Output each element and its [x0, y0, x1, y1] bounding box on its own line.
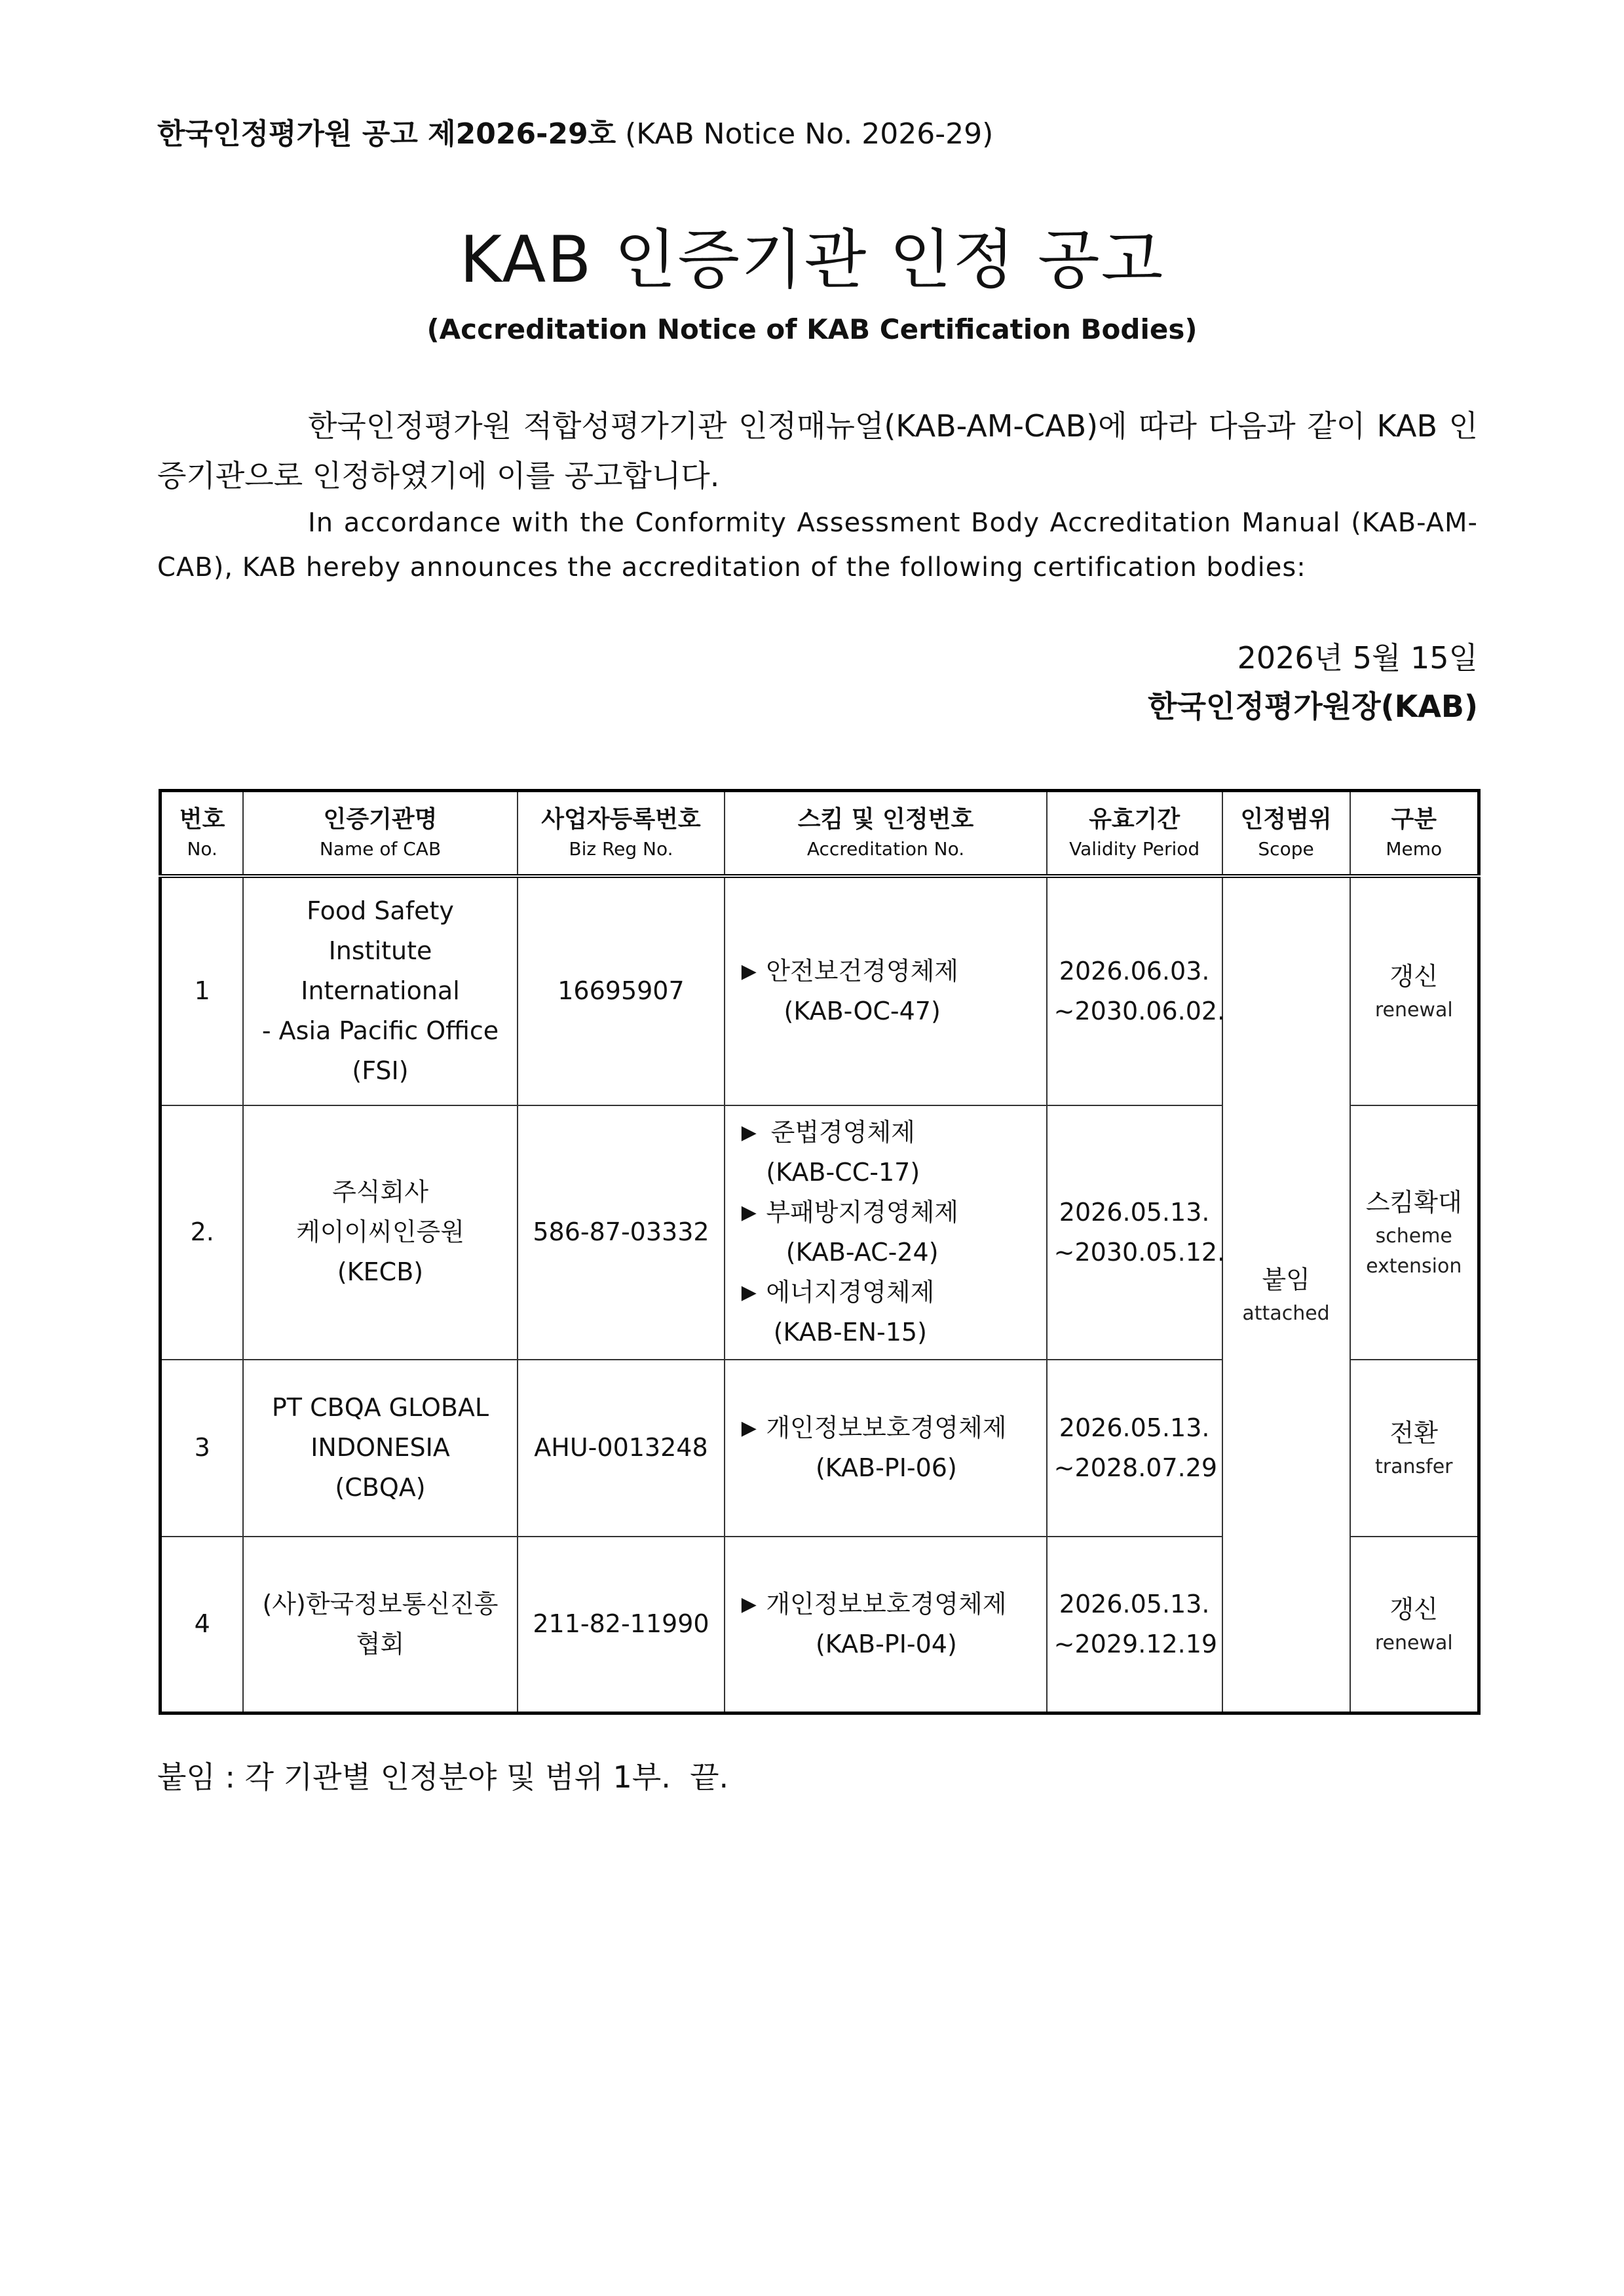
cab-name: Food Safety Institute International - Asia Pacific Office (FSI)	[243, 876, 517, 1105]
accreditation-list	[725, 876, 1046, 1105]
accreditation-item: ▶ 개인정보보호경영체제 (KAB-PI-04)	[732, 1584, 1039, 1664]
accreditation-list	[725, 1105, 1046, 1360]
notice-number-ko: 한국인정평가원 공고 제2026-29호	[157, 117, 616, 151]
page-title: KAB 인증기관 인정 공고	[459, 223, 1165, 297]
header-no: 번호 No.	[161, 791, 244, 876]
attachment-note	[157, 1753, 728, 1797]
table-row	[161, 876, 1479, 1105]
accreditation-list	[725, 1360, 1046, 1537]
cab-name: 주식회사 케이이씨인증원 (KECB)	[243, 1105, 517, 1360]
validity-period: 2026.05.13. ~2028.07.29	[1047, 1360, 1222, 1537]
scope-cell: 붙임 attached	[1222, 876, 1350, 1713]
header-accreditation: 스킴 및 인정번호 Accreditation No.	[725, 791, 1046, 876]
accreditation-item: ▶ 에너지경영체제 (KAB-EN-15)	[732, 1272, 1039, 1352]
triangle-bullet-icon: ▶	[741, 1120, 757, 1144]
header-memo: 구분 Memo	[1350, 791, 1479, 876]
header-biz-reg: 사업자등록번호 Biz Reg No.	[518, 791, 725, 876]
validity-period: 2026.05.13. ~2030.05.12.	[1047, 1105, 1222, 1360]
row-number: 1	[161, 876, 244, 1105]
accreditation-item: ▶ 준법경영체제 (KAB-CC-17)	[732, 1113, 1039, 1193]
biz-reg-number: 16695907	[518, 876, 725, 1105]
accreditation-item: ▶ 부패방지경영체제 (KAB-AC-24)	[732, 1193, 1039, 1272]
triangle-bullet-icon: ▶	[741, 1416, 757, 1440]
notice-number-en: (KAB Notice No. 2026-29)	[625, 117, 994, 151]
biz-reg-number: AHU-0013248	[518, 1360, 725, 1537]
memo-cell: 전환 transfer	[1350, 1360, 1479, 1537]
page-subtitle: (Accreditation Notice of KAB Certification Bodies)	[426, 313, 1198, 345]
notice-date: 2026년 5월 15일	[1237, 640, 1478, 676]
header-scope: 인정범위 Scope	[1222, 791, 1350, 876]
accreditation-list	[725, 1537, 1046, 1713]
body-text-english: In accordance with the Conformity Assessment Body Accreditation Manual (KAB-AM-CAB), KAB hereby announces the accreditation of the following certification bodies:	[157, 508, 1478, 583]
body-text-korean: 한국인정평가원 적합성평가기관 인정매뉴얼(KAB-AM-CAB)에 따라 다음과 같이 KAB 인증기관으로 인정하였기에 이를 공고합니다.	[157, 408, 1478, 493]
header-name: 인증기관명 Name of CAB	[243, 791, 517, 876]
cab-name: (사)한국정보통신진흥협회	[243, 1537, 517, 1713]
header-validity: 유효기간 Validity Period	[1047, 791, 1222, 876]
notice-number	[157, 110, 993, 152]
accreditation-item: ▶ 안전보건경영체제 (KAB-OC-47)	[732, 951, 1039, 1031]
triangle-bullet-icon: ▶	[741, 1280, 757, 1304]
issuer: 한국인정평가원장(KAB)	[1148, 689, 1478, 724]
row-number: 3	[161, 1360, 244, 1537]
biz-reg-number: 211-82-11990	[518, 1537, 725, 1713]
accreditation-item: ▶ 개인정보보호경영체제 (KAB-PI-06)	[732, 1408, 1039, 1488]
attachment-text: 붙임 : 각 기관별 인정분야 및 범위 1부.	[157, 1759, 671, 1795]
memo-cell: 스킴확대 scheme extension	[1350, 1105, 1479, 1360]
row-number: 4	[161, 1537, 244, 1713]
validity-period: 2026.05.13. ~2029.12.19	[1047, 1537, 1222, 1713]
memo-cell: 갱신 renewal	[1350, 1537, 1479, 1713]
accreditation-table	[159, 789, 1481, 1715]
row-number: 2.	[161, 1105, 244, 1360]
table-header-row	[161, 791, 1479, 876]
cab-name: PT CBQA GLOBAL INDONESIA (CBQA)	[243, 1360, 517, 1537]
end-mark: 끝.	[690, 1759, 729, 1795]
validity-period: 2026.06.03. ~2030.06.02.	[1047, 876, 1222, 1105]
biz-reg-number: 586-87-03332	[518, 1105, 725, 1360]
triangle-bullet-icon: ▶	[741, 1200, 757, 1224]
triangle-bullet-icon: ▶	[741, 959, 757, 983]
memo-cell: 갱신 renewal	[1350, 876, 1479, 1105]
triangle-bullet-icon: ▶	[741, 1592, 757, 1616]
